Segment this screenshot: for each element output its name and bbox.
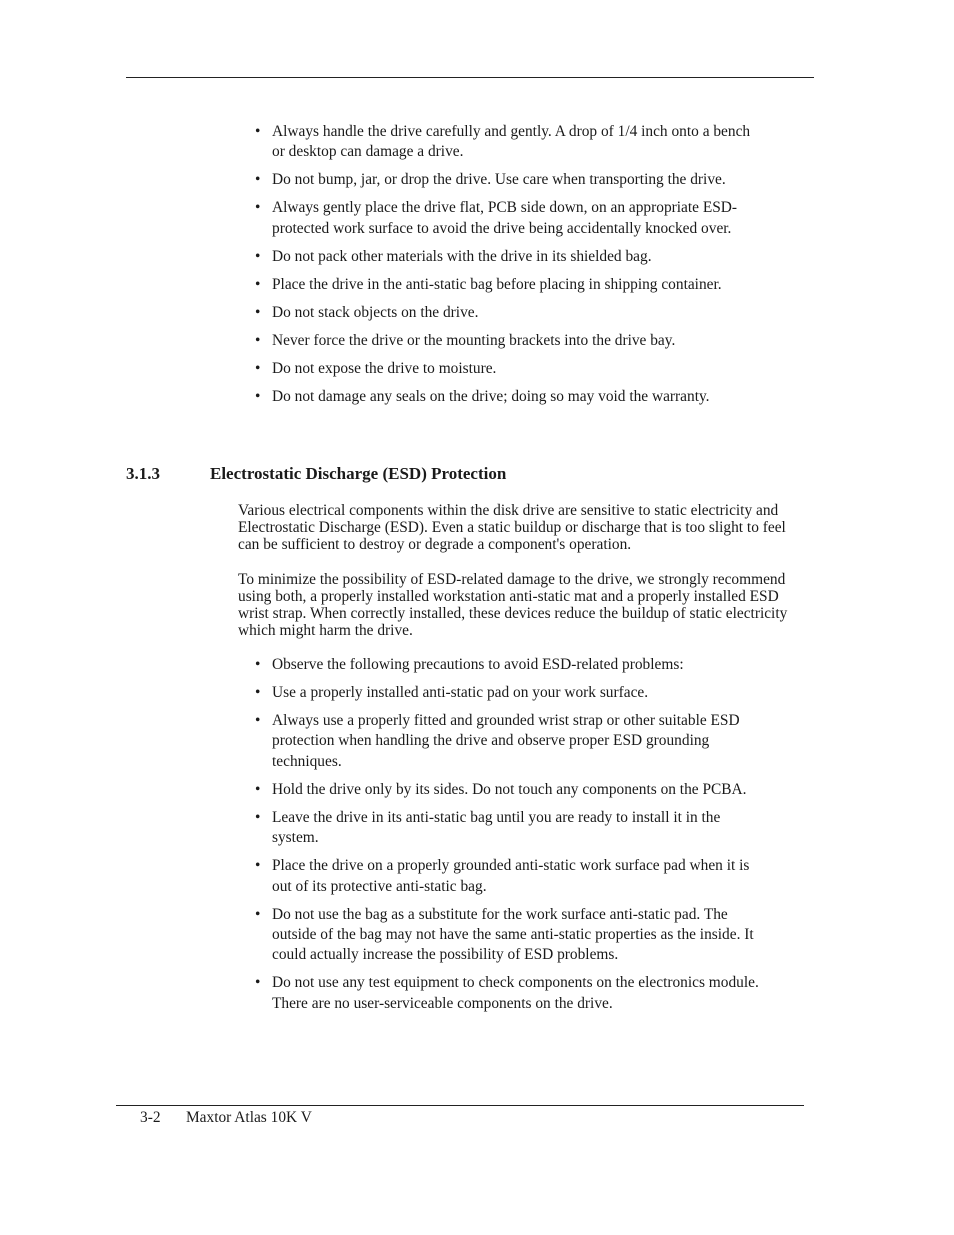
list-item — [255, 808, 765, 849]
bullet-icon: • — [255, 275, 261, 293]
list-item — [255, 973, 765, 1014]
bullet-icon: • — [255, 857, 261, 875]
bullet-icon: • — [255, 199, 261, 217]
list-item-text: Do not stack objects on the drive. — [272, 303, 479, 321]
list-item-text: Do not expose the drive to moisture. — [272, 359, 497, 377]
bullet-icon: • — [255, 808, 261, 826]
list-item-text: Always gently place the drive flat, PCB side down, on an appropriate ESD-protected work surface to avoid the drive being accidentally knocked over. — [272, 199, 738, 237]
footer-rule — [116, 1105, 804, 1106]
esd-precautions-list — [255, 655, 765, 1022]
bullet-icon: • — [255, 303, 261, 321]
list-item-text: Observe the following precautions to avoid ESD-related problems: — [272, 656, 684, 673]
page-number: 3-2 — [140, 1109, 161, 1126]
list-item — [255, 303, 765, 323]
list-item — [255, 331, 765, 351]
list-item — [255, 247, 765, 267]
bullet-icon: • — [255, 974, 261, 992]
bullet-icon: • — [255, 171, 261, 189]
list-item — [255, 170, 765, 190]
list-item-text: Place the drive on a properly grounded anti-static work surface pad when it is out of its protective anti-static bag. — [272, 857, 750, 895]
list-item — [255, 387, 765, 407]
bullet-icon: • — [255, 387, 261, 405]
body-paragraph: Various electrical components within the disk drive are sensitive to static electricity and Electrostatic Discharge (ESD). Even a static buildup or discharge that is too slight to feel can be sufficient to destroy or degrade a component's operation. — [238, 502, 786, 553]
bullet-icon: • — [255, 905, 261, 923]
list-item — [255, 905, 765, 966]
list-item-text: Always use a properly fitted and grounded wrist strap or other suitable ESD protection when handling the drive and observe proper ESD grounding techniques. — [272, 712, 740, 770]
list-item — [255, 780, 765, 800]
list-item — [255, 711, 765, 772]
bullet-icon: • — [255, 331, 261, 349]
list-item — [255, 856, 765, 897]
document-title: Maxtor Atlas 10K V — [186, 1109, 312, 1126]
list-item — [255, 198, 765, 239]
body-paragraph: To minimize the possibility of ESD-related damage to the drive, we strongly recommend using both, a properly installed workstation anti-static mat and a properly installed ESD wrist strap. When correctly installed, these devices reduce the buildup of static electricity which might harm the drive. — [238, 571, 788, 639]
list-item-text: Place the drive in the anti-static bag before placing in shipping container. — [272, 275, 722, 293]
list-item — [255, 683, 765, 703]
bullet-icon: • — [255, 247, 261, 265]
bullet-icon: • — [255, 780, 261, 798]
list-item-text: Hold the drive only by its sides. Do not touch any components on the PCBA. — [272, 780, 747, 798]
list-item — [255, 275, 765, 295]
list-item-text: Never force the drive or the mounting brackets into the drive bay. — [272, 331, 676, 349]
bullet-icon: • — [255, 712, 261, 729]
list-item — [255, 359, 765, 379]
bullet-icon: • — [255, 684, 261, 701]
list-item-text: Do not damage any seals on the drive; doing so may void the warranty. — [272, 387, 710, 405]
list-item — [255, 122, 765, 163]
section-title: Electrostatic Discharge (ESD) Protection — [210, 464, 507, 483]
section-number: 3.1.3 — [126, 464, 160, 483]
list-item-text: Do not bump, jar, or drop the drive. Use care when transporting the drive. — [272, 171, 726, 189]
list-item-text: Always handle the drive carefully and gently. A drop of 1/4 inch onto a bench or desktop can damage a drive. — [272, 123, 751, 161]
list-item-text: Use a properly installed anti-static pad on your work surface. — [272, 684, 649, 701]
list-item-text: Do not use the bag as a substitute for the work surface anti-static pad. The outside of the bag may not have the same anti-static properties as the inside. It could actually increase the possibility of ESD problems. — [272, 905, 754, 964]
list-item-text: Do not pack other materials with the drive in its shielded bag. — [272, 247, 652, 265]
bullet-icon: • — [255, 656, 261, 673]
bullet-icon: • — [255, 123, 261, 140]
list-item-text: Do not use any test equipment to check components on the electronics module. There are no user-serviceable components on the drive. — [272, 974, 759, 1012]
handling-precautions-list — [255, 122, 765, 415]
list-item-text: Leave the drive in its anti-static bag until you are ready to install it in the system. — [272, 808, 721, 847]
list-item — [255, 655, 765, 675]
bullet-icon: • — [255, 359, 261, 377]
header-rule — [126, 77, 814, 78]
